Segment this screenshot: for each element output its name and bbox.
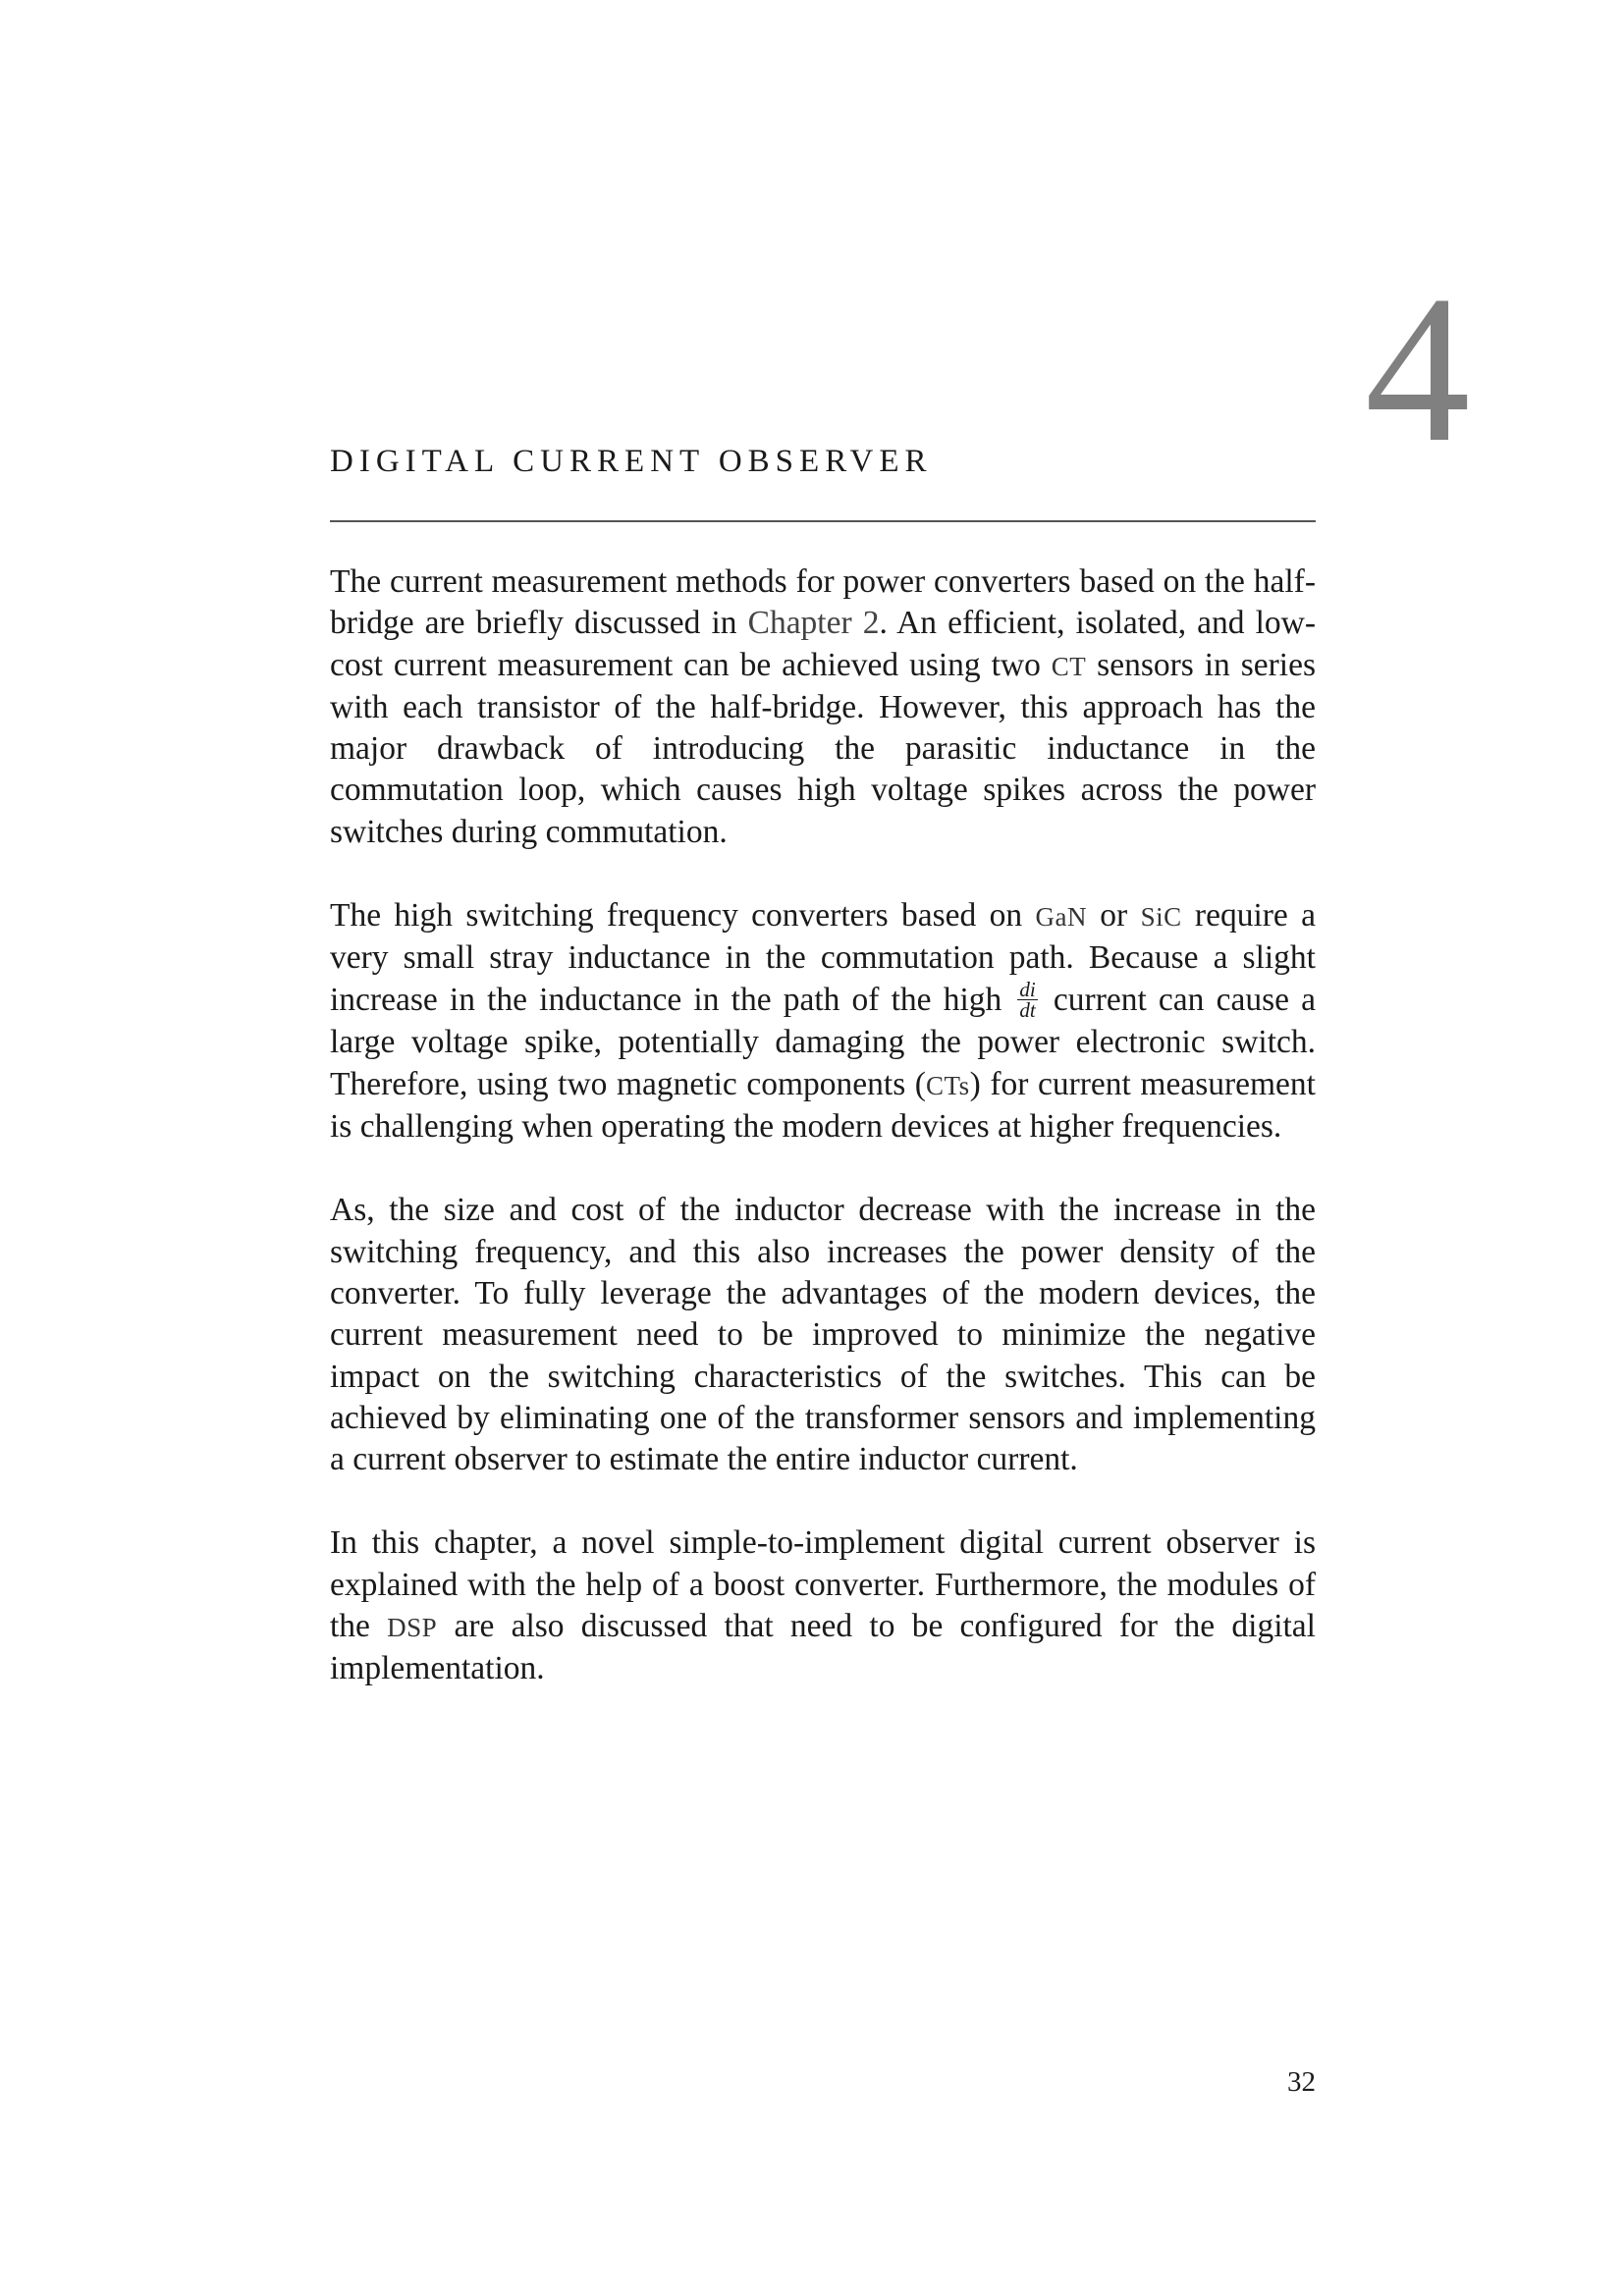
fraction-denominator: dt bbox=[1019, 998, 1036, 1023]
acronym-gan[interactable]: GaN bbox=[1035, 902, 1087, 933]
acronym-ct[interactable]: CT bbox=[1051, 651, 1087, 681]
text-run: ) for current measurement is challenging when operating the modern devices at higher frequencies. bbox=[330, 1065, 1316, 1146]
fraction-numerator: di bbox=[1019, 978, 1036, 1002]
text-run: In this chapter, a novel simple-to-implement digital current observer is explained with the help of a boost converter. Furthermore, the modules of the bbox=[330, 1524, 1316, 1645]
acronym-sic[interactable]: SiC bbox=[1140, 902, 1182, 933]
paragraph-2 bbox=[330, 895, 1316, 1148]
text-run: sensors in series with each transistor of the half-bridge. However, this approach has the major drawback of introducing the parasitic inductance in the commutation loop, which causes high voltage spikes across the power switches during commutation. bbox=[330, 646, 1316, 850]
text-run: . An efficient, isolated, and low-cost current measurement can be achieved using two bbox=[330, 605, 1316, 683]
text-run: are also discussed that need to be configured for the digital implementation. bbox=[330, 1608, 1316, 1687]
text-run: The high switching frequency converters based on bbox=[330, 897, 1036, 934]
chapter-2-link[interactable]: Chapter 2 bbox=[747, 605, 880, 642]
chapter-title: DIGITAL CURRENT OBSERVER bbox=[330, 444, 933, 479]
text-run: The current measurement methods for power converters based on the half-bridge are briefly discussed in bbox=[330, 563, 1316, 642]
chapter-body bbox=[330, 561, 1316, 1733]
paragraph-3: As, the size and cost of the inductor decrease with the increase in the switching frequency, and this also increases the power density of the converter. To fully leverage the advantages of the modern devices, the current measurement need to be improved to minimize the negative impact on the switching characteristics of the switches. This can be achieved by eliminating one of the transformer sensors and implementing a current observer to estimate the entire inductor current. bbox=[330, 1192, 1316, 1478]
paragraph-4 bbox=[330, 1522, 1316, 1689]
di-dt-fraction bbox=[1017, 978, 1037, 1023]
paragraph-1 bbox=[330, 561, 1316, 853]
acronym-dsp[interactable]: DSP bbox=[387, 1613, 438, 1643]
text-run: current can cause a large voltage spike, potentially damaging the power electronic switch. Therefore, using two magnetic components ( bbox=[330, 981, 1316, 1102]
text-run: or bbox=[1086, 897, 1141, 934]
text-run: require a very small stray inductance in the commutation path. Because a slight increase in the inductance in the path of the high bbox=[330, 897, 1316, 1018]
chapter-number: 4 bbox=[1365, 251, 1471, 486]
page-number: 32 bbox=[1287, 2066, 1316, 2098]
title-rule bbox=[330, 520, 1316, 522]
acronym-cts[interactable]: CTs bbox=[925, 1070, 970, 1100]
